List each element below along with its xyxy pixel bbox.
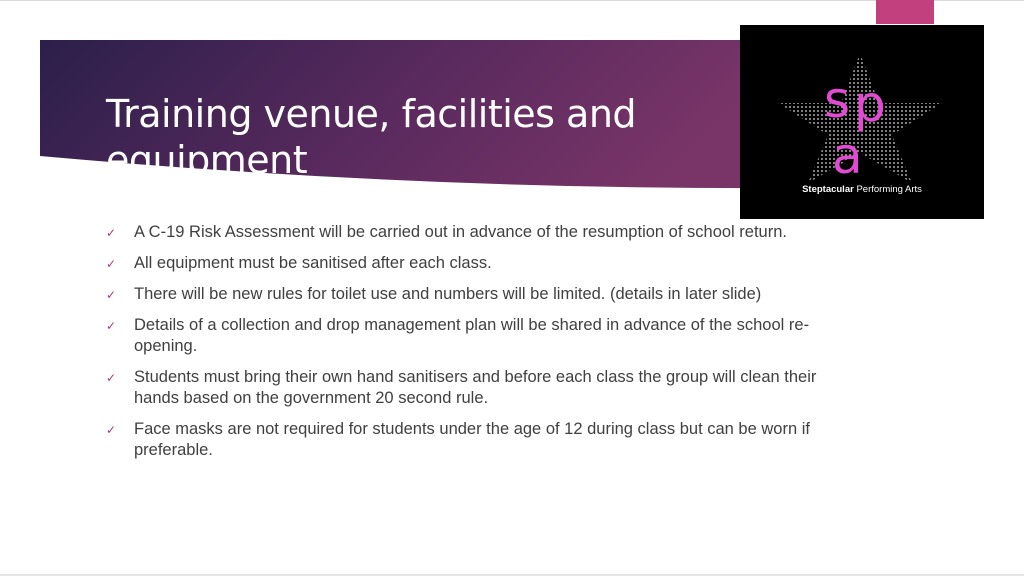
list-item <box>106 222 846 243</box>
list-item <box>106 284 846 305</box>
bullet-text: Students must bring their own hand sanitisers and before each class the group will clean their hands based on the government 20 second rule. <box>134 368 817 407</box>
bullet-list <box>106 222 846 471</box>
logo <box>740 25 984 219</box>
list-item <box>106 315 846 357</box>
bullet-text: A C-19 Risk Assessment will be carried out in advance of the resumption of school return. <box>134 223 787 241</box>
logo-caption <box>740 184 984 195</box>
list-item <box>106 253 846 274</box>
logo-caption-rest: Performing Arts <box>853 184 922 195</box>
logo-letter-a: a <box>832 127 863 185</box>
list-item <box>106 367 846 409</box>
check-icon: ✓ <box>106 319 117 333</box>
check-icon: ✓ <box>106 288 117 302</box>
list-item <box>106 419 846 461</box>
logo-caption-bold: Steptacular <box>802 184 854 195</box>
bullet-text: There will be new rules for toilet use and numbers will be limited. (details in later slide) <box>134 285 762 303</box>
logo-letter-p: p <box>854 75 886 133</box>
bullet-text: Details of a collection and drop management plan will be shared in advance of the school re-opening. <box>134 316 810 355</box>
check-icon: ✓ <box>106 423 117 437</box>
bullet-text: All equipment must be sanitised after each class. <box>134 254 492 272</box>
check-icon: ✓ <box>106 371 117 385</box>
check-icon: ✓ <box>106 226 117 240</box>
logo-letter-s: s <box>824 71 851 129</box>
page-title: Training venue, facilities and equipment <box>106 92 637 183</box>
check-icon: ✓ <box>106 257 117 271</box>
bullet-text: Face masks are not required for students under the age of 12 during class but can be worn if preferable. <box>134 420 810 459</box>
